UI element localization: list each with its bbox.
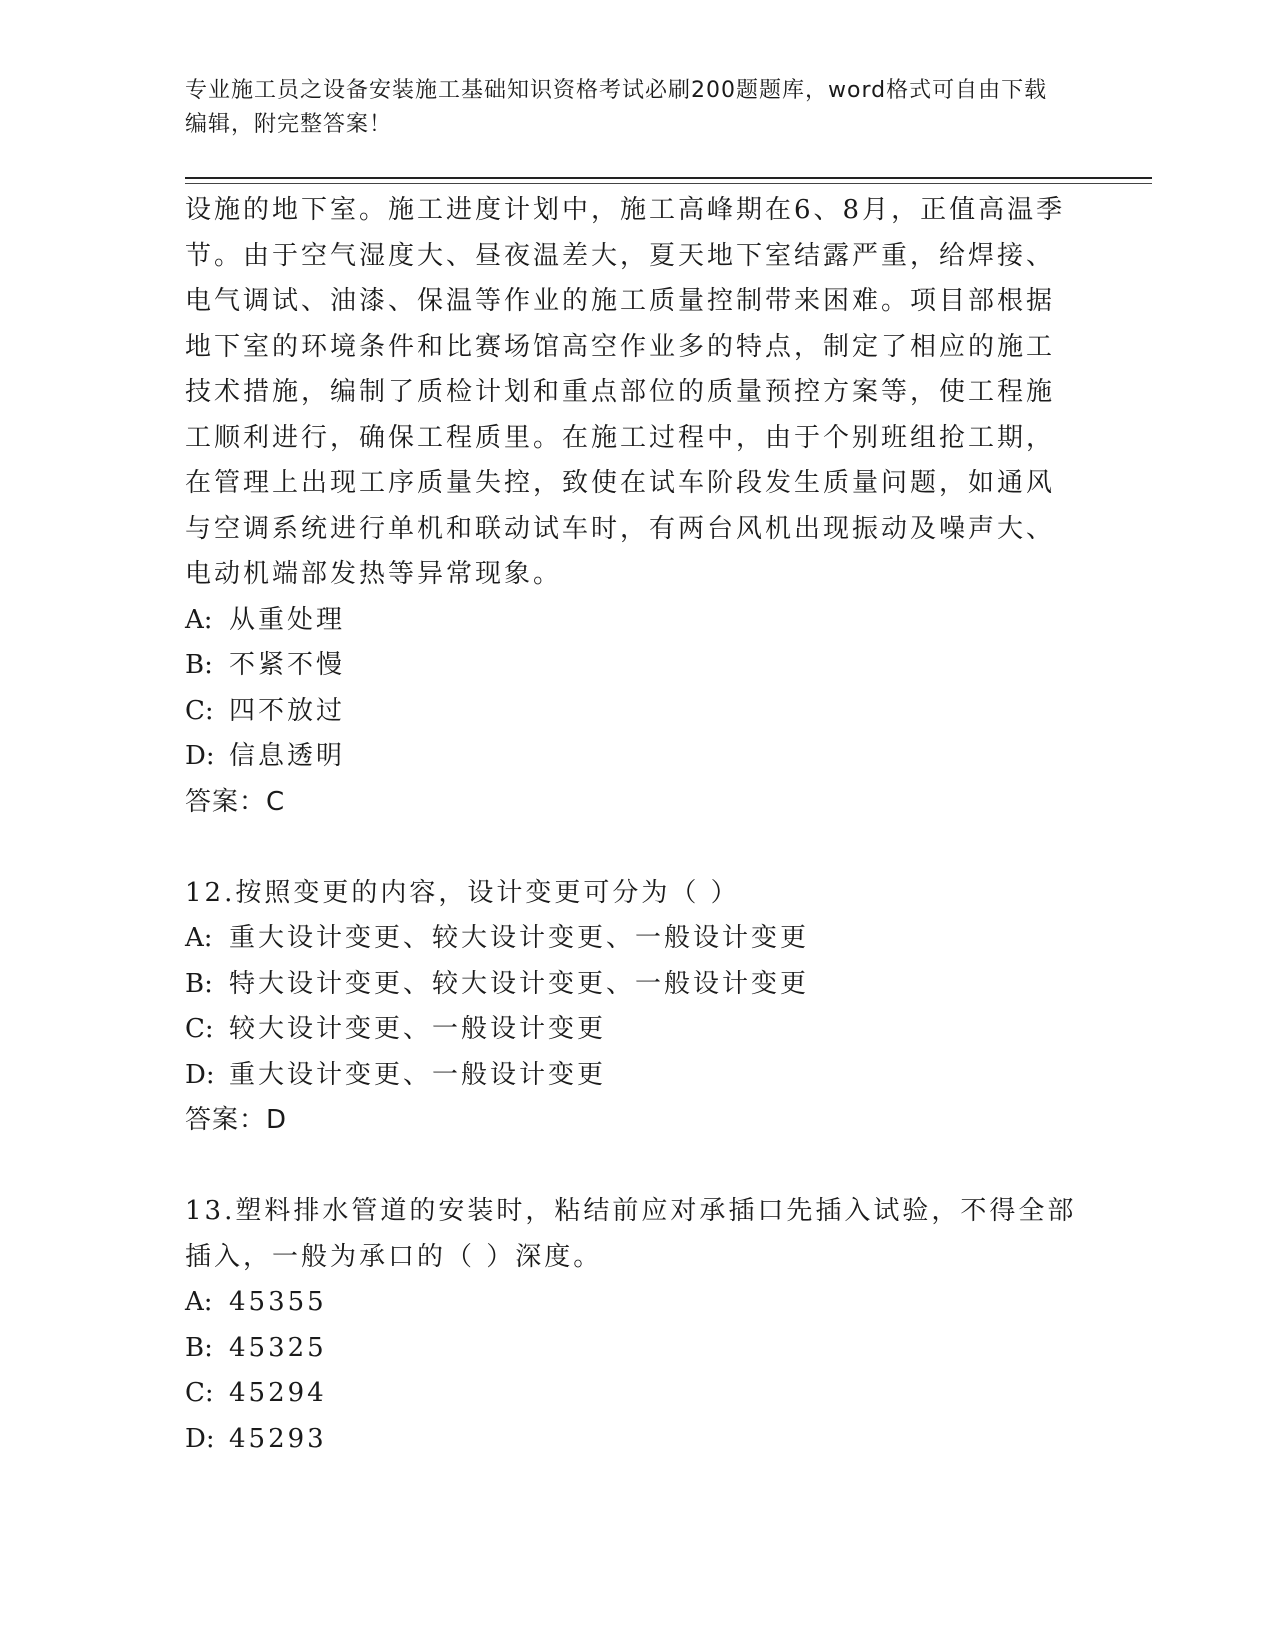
question-13 (185, 1189, 1085, 1462)
option-text: 45325 (229, 1332, 327, 1363)
option-key: D: (185, 741, 215, 771)
option-text: 四不放过 (229, 695, 346, 726)
document-body (185, 188, 1085, 1462)
option-d (185, 1417, 1085, 1463)
question-stem-line: 12.按照变更的内容，设计变更可分为（ ） (185, 877, 740, 908)
question-stem-line: 技术措施，编制了质检计划和重点部位的质量预控方案等，使工程施 (185, 377, 1056, 407)
option-a (185, 598, 1085, 644)
question-stem-line: 电气调试、油漆、保温等作业的施工质量控制带来困难。项目部根据 (185, 286, 1056, 316)
option-key: D: (185, 1423, 215, 1454)
question-12 (185, 871, 1085, 1144)
header-title: 专业施工员之设备安装施工基础知识资格考试必刷200题题库，word格式可自由下载编辑，附完整答案！ (185, 78, 1048, 137)
option-c (185, 689, 1085, 735)
option-b (185, 1326, 1085, 1372)
question-stem-line: 设施的地下室。施工进度计划中，施工高峰期在6、8月，正值高温季 (185, 195, 1066, 225)
option-a (185, 1280, 1085, 1326)
header-divider-thin (185, 183, 1152, 184)
option-key: A: (185, 1287, 213, 1317)
option-c (185, 1007, 1085, 1053)
option-key: B: (185, 968, 213, 999)
option-text: 重大设计变更、一般设计变更 (229, 1059, 607, 1090)
option-key: C: (185, 1014, 214, 1044)
question-stem-line: 电动机端部发热等异常现象。 (185, 559, 563, 589)
question-11 (185, 188, 1085, 825)
question-stem-line: 在管理上出现工序质量失控，致使在试车阶段发生质量问题，如通风 (185, 468, 1056, 498)
option-key: A: (185, 923, 213, 953)
question-stem-line: 工顺利进行，确保工程质里。在施工过程中，由于个别班组抢工期， (185, 422, 1056, 453)
answer-line: 答案：D (185, 1105, 288, 1135)
option-key: A: (185, 604, 213, 635)
option-key: C: (185, 1378, 214, 1408)
option-key: B: (185, 650, 213, 680)
option-d (185, 1053, 1085, 1099)
option-text: 45293 (229, 1423, 327, 1454)
option-b (185, 962, 1085, 1008)
option-text: 重大设计变更、较大设计变更、一般设计变更 (229, 923, 810, 953)
spacer (185, 825, 1085, 871)
question-stem-line: 插入，一般为承口的（ ）深度。 (185, 1241, 603, 1272)
answer-line: 答案：C (185, 786, 286, 817)
option-text: 特大设计变更、较大设计变更、一般设计变更 (229, 968, 810, 999)
option-a (185, 916, 1085, 962)
spacer (185, 1144, 1085, 1190)
question-stem-line: 地下室的环境条件和比赛场馆高空作业多的特点，制定了相应的施工 (185, 331, 1056, 362)
option-text: 45294 (229, 1378, 327, 1408)
option-b (185, 643, 1085, 689)
option-text: 45355 (229, 1287, 327, 1317)
option-key: C: (185, 695, 214, 726)
option-c (185, 1371, 1085, 1417)
question-stem-line: 13.塑料排水管道的安装时，粘结前应对承插口先插入试验，不得全部 (185, 1196, 1077, 1226)
option-text: 不紧不慢 (229, 650, 346, 680)
option-d (185, 734, 1085, 780)
header-divider-thick (185, 177, 1152, 179)
option-text: 信息透明 (229, 741, 346, 771)
option-key: D: (185, 1059, 215, 1090)
option-text: 较大设计变更、一般设计变更 (229, 1014, 607, 1044)
question-stem-line: 与空调系统进行单机和联动试车时，有两台风机出现振动及噪声大、 (185, 513, 1056, 544)
option-text: 从重处理 (229, 604, 346, 635)
question-stem-line: 节。由于空气湿度大、昼夜温差大，夏天地下室结露严重，给焊接、 (185, 240, 1056, 271)
option-key: B: (185, 1332, 213, 1363)
document-header (185, 74, 1065, 142)
